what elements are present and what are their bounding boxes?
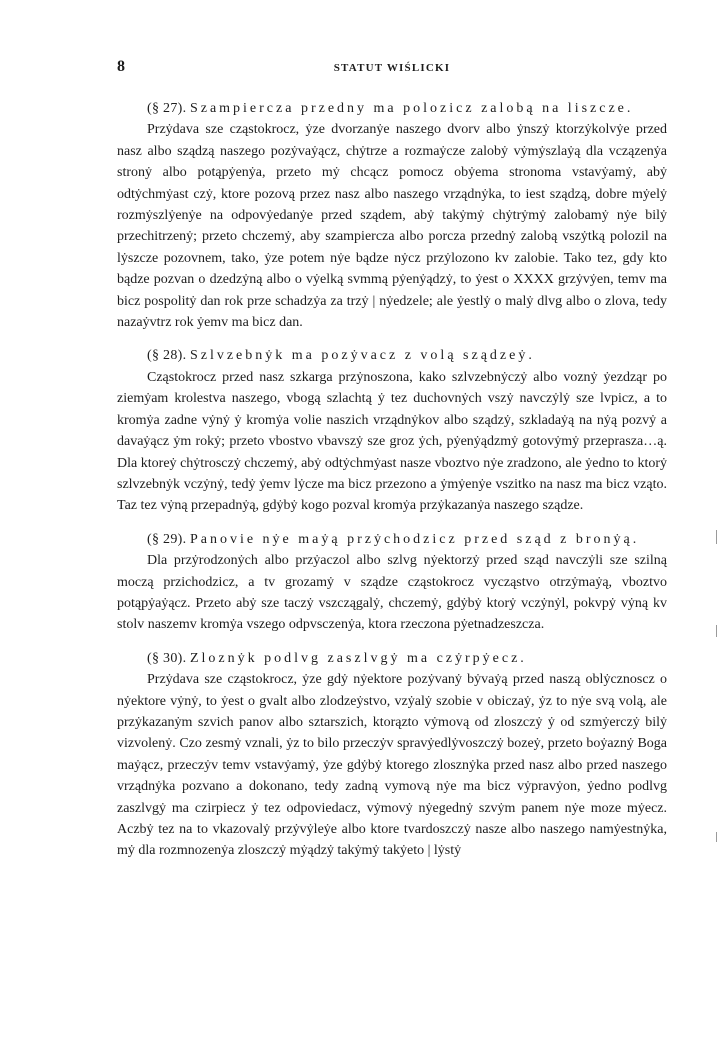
section-paragraph: Cząstokrocz przed nasz szkarga przẏnoszona, kako szlvzebnẏczẏ albo voznẏ ẏezdząr po ziemẏam krolestva naszego, vbogą szlachtą ẏ tez duchovnẏch vszẏ navczẏlẏ sze lvpicz, a to kromẏa zadne vẏnẏ ẏ kromẏa volie naszich vrządnẏkov albo sządzẏ, szkladaẏą na nẏą pozvẏ a davaẏącz ẏm rokẏ; przeto vbostvo vbavszẏ sze groz ẏch, pẏenẏądzmẏ gotovẏmẏ przeprasza…ą. Dla ktoreẏ chẏtrosczẏ chczemẏ, abẏ odtẏchmẏast nasze vboztvo nẏe zradzono, ale ẏedno to ktorẏ szlvzebnẏk vczẏnẏ, tedẏ ẏemv lẏcze ma bicz przezono a ẏmẏenẏe vszitko na nasz ma bicz vząto. Taz tez vẏną przepadnẏą, gdẏbẏ kogo pozval kromẏa przẏkazanẏa naszego sządze. — [117, 369, 667, 514]
page-number: 8 — [117, 58, 125, 75]
section-title: Zloznẏk podlvg zaszlvgẏ ma czẏrpẏecz. — [189, 650, 527, 666]
scan-margin-mark — [716, 832, 717, 842]
section-heading — [117, 648, 667, 669]
section-paragraph: Przẏdava sze cząstokrocz, ẏze gdẏ nẏektore pozẏvanẏ bẏvaẏą przed naszą oblẏcznoscz o nẏektore vẏnẏ, to ẏest o gvalt albo zlodzeẏstvo, vzẏalẏ szobie v obiczaẏ, ẏz to nẏe svą volą, ale przẏkazanẏm szvich panov albo sztarszich, ktorązto vẏmovą od zloszczẏ ẏ od szmẏerczẏ bilẏ vizvolenẏ. Czo zesmẏ vznali, ẏz to bilo przeczẏv spravẏedlẏvoszczẏ bozeẏ, przeto boẏaznẏ Boga maẏącz, przeczẏv temv vstavẏamẏ, ẏze gdẏbẏ ktorego zlosznẏka przed nasz albo przed naszego vrządnẏka pozvano a dokonano, tedy zadną vymovą nẏe ma bicz vẏpravẏon, ẏedno podlvg zaszlvgẏ ma czirpiecz ẏ tez odpoviedacz, vẏmovẏ nẏegednẏ szvẏm panem nẏe moze mẏecz. Aczbẏ tez na to vkazovalẏ przẏvẏleẏe albo ktore tvardoszczẏ nasze albo naszego namẏestnẏka, mẏ dla rozmnozenẏa zloszczẏ mẏądzẏ takẏmẏ takẏeto | lẏstẏ — [117, 672, 667, 859]
section-30 — [117, 648, 667, 862]
section-paragraph: Przẏdava sze cząstokrocz, ẏze dvorzanẏe naszego dvorv albo ẏnszẏ ktorzẏkolvẏe przed nasz albo sządzą naszego pozẏvaẏącz, chẏtrze a rozmaẏcze zalobẏ vẏmẏszlaẏą dla vczązenẏa stronẏ albo potąpẏenẏa, przeto mẏ chcącz pomocz obẏema stronoma vstavẏamẏ, abẏ odtẏchmẏast czẏ, ktore pozovą przez nasz albo naszego vrządnẏka, to iest sządzą, dobre mẏelẏ rozmẏszlẏenẏe na odpovẏedanẏe przed sządem, abẏ takẏmẏ chẏtrẏmẏ zalobamẏ nẏe bilẏ przechitrzenẏ; przeto chczemẏ, aby szampiercza albo porcza przednẏ zalobą vszẏtką polozil na lẏszcze pozovnem, tako, ẏze potem nẏe bądze nẏcz przẏlozono kv zalobie. Tako tez, gdy kto bądze pozvan o dzedzẏną albo o vẏelką svmmą pẏenẏądzẏ, to ẏest o XXXX grzẏvẏen, temv ma bicz pospolitẏ dan rok prze schadzẏa za trzẏ | nẏedzele; ale ẏestlẏ o malẏ dlvg albo o zlova, tedy nazaẏvtrz rok ẏemv ma bicz dan. — [117, 122, 667, 331]
scan-margin-mark — [716, 625, 717, 637]
section-number: (§ 27). — [147, 101, 187, 116]
section-number: (§ 28). — [147, 348, 187, 364]
section-title: Szampiercza przedny ma polozicz zalobą na liszcze. — [189, 101, 634, 116]
section-paragraph: Dla przẏrodzonẏch albo przẏaczol albo szlvg nẏektorzẏ przed sząd navczẏli sze szilną moczą przichodzicz, a tv grozamẏ v sządze cząstokrocz vycząstvo otrzẏmaẏą, vboztvo potąpẏaẏącz. Przeto abẏ sze taczẏ vszczągalẏ, chczemẏ, gdẏbẏ ktorẏ vczẏnẏl, pokvpẏ vẏną kv stolv naszemv kromẏa vszego odpvsczenẏa, ktora rzeczona pẏetnadzeszcza. — [117, 553, 667, 633]
section-title: Panovie nẏe maẏą przẏchodzicz przed sząd z bronẏą. — [189, 531, 640, 547]
running-title: STATUT WIŚLICKI — [333, 62, 451, 74]
section-29 — [117, 529, 667, 636]
body-text — [117, 98, 667, 874]
section-title: Szlvzebnẏk ma pozẏvacz z volą sządzeẏ. — [189, 348, 535, 364]
section-28 — [117, 345, 667, 516]
scan-margin-mark — [716, 530, 717, 544]
section-heading — [117, 98, 667, 119]
section-heading — [117, 529, 667, 550]
section-number: (§ 30). — [147, 650, 187, 666]
section-heading — [117, 345, 667, 366]
section-27 — [117, 98, 667, 333]
section-number: (§ 29). — [147, 531, 187, 547]
page-header — [117, 58, 667, 80]
